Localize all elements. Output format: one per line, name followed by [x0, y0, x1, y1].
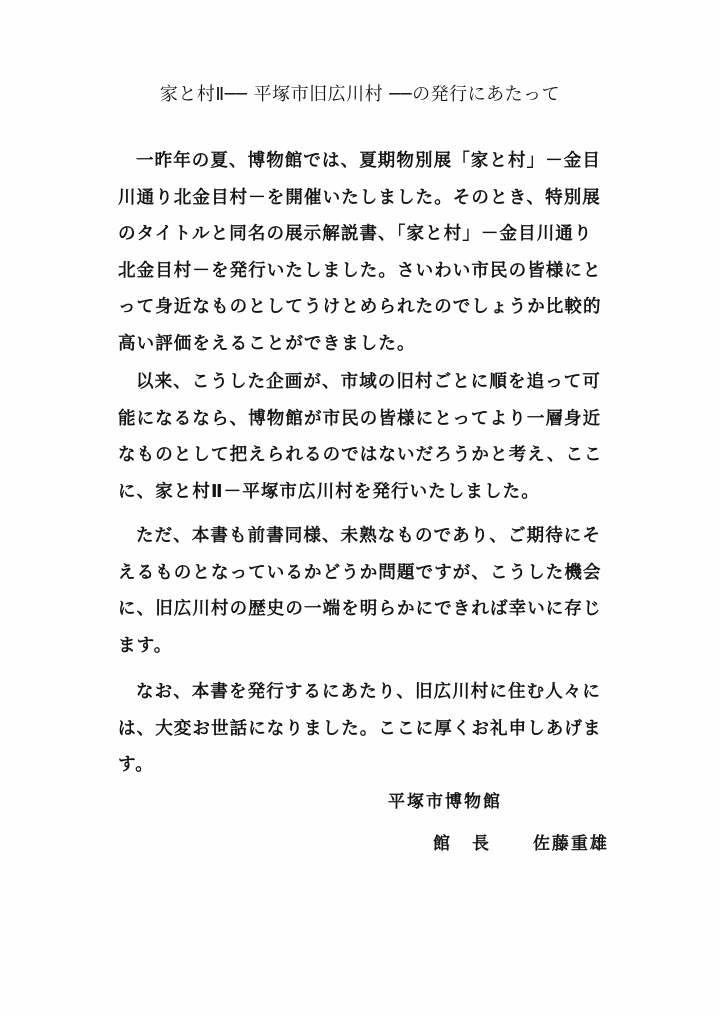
- paragraph-line: のタイトルと同名の展示解説書、「家と村」－金目川通り: [118, 224, 593, 245]
- paragraph-line: えるものとなっているかどうか問題ですが、こうした機会: [118, 562, 602, 583]
- paragraph-line: ただ、本書も前書同様、未熟なものであり、ご期待にそ: [136, 526, 601, 546]
- paragraph-line: に、家と村Ⅱ－平塚市広川村を発行いたしました。: [118, 481, 540, 502]
- paragraph-line: なものとして把えられるのではないだろうかと考え、ここ: [118, 445, 603, 466]
- paragraph-line: 北金目村－を発行いたしました。さいわい市民の皆様にと: [118, 260, 602, 281]
- paragraph-line: ます。: [118, 635, 173, 656]
- paragraph-line: に、旧広川村の歴史の一端を明らかにできれば幸いに存じ: [118, 599, 602, 620]
- paragraph-3: [118, 518, 618, 664]
- paragraph-line: は、大変お世話になりました。ここに厚くお礼申しあげま: [118, 718, 602, 739]
- document-title: 家と村Ⅱ── 平塚市旧広川村 ──の発行にあたって: [159, 84, 561, 105]
- paragraph-line: 一昨年の夏、博物館では、夏期物別展「家と村」－金目: [136, 151, 601, 171]
- paragraph-line: 能になるなら、博物館が市民の皆様にとってより一層身近: [118, 408, 602, 429]
- paragraph-line: なお、本書を発行するにあたり、旧広川村に住む人々に: [136, 682, 601, 702]
- paragraph-1: [118, 143, 618, 363]
- paragraph-line: す。: [118, 755, 154, 776]
- paragraph-line: 以来、こうした企画が、市域の旧村ごとに順を追って可: [136, 372, 601, 392]
- signature-organization: 平塚市博物館: [388, 792, 502, 812]
- signature-name: 佐藤重雄: [532, 834, 609, 854]
- signature-role: 館長: [433, 834, 511, 854]
- paragraph-line: って身近なものとしてうけとめられたのでしょうか比較的: [118, 297, 602, 318]
- signature-block: [433, 829, 609, 854]
- paragraph-4: [118, 674, 618, 784]
- paragraph-line: 川通り北金目村－を開催いたしました。そのとき、特別展: [118, 187, 601, 208]
- paragraph-2: [118, 364, 618, 510]
- paragraph-line: 高い評価をえることができました。: [118, 333, 416, 354]
